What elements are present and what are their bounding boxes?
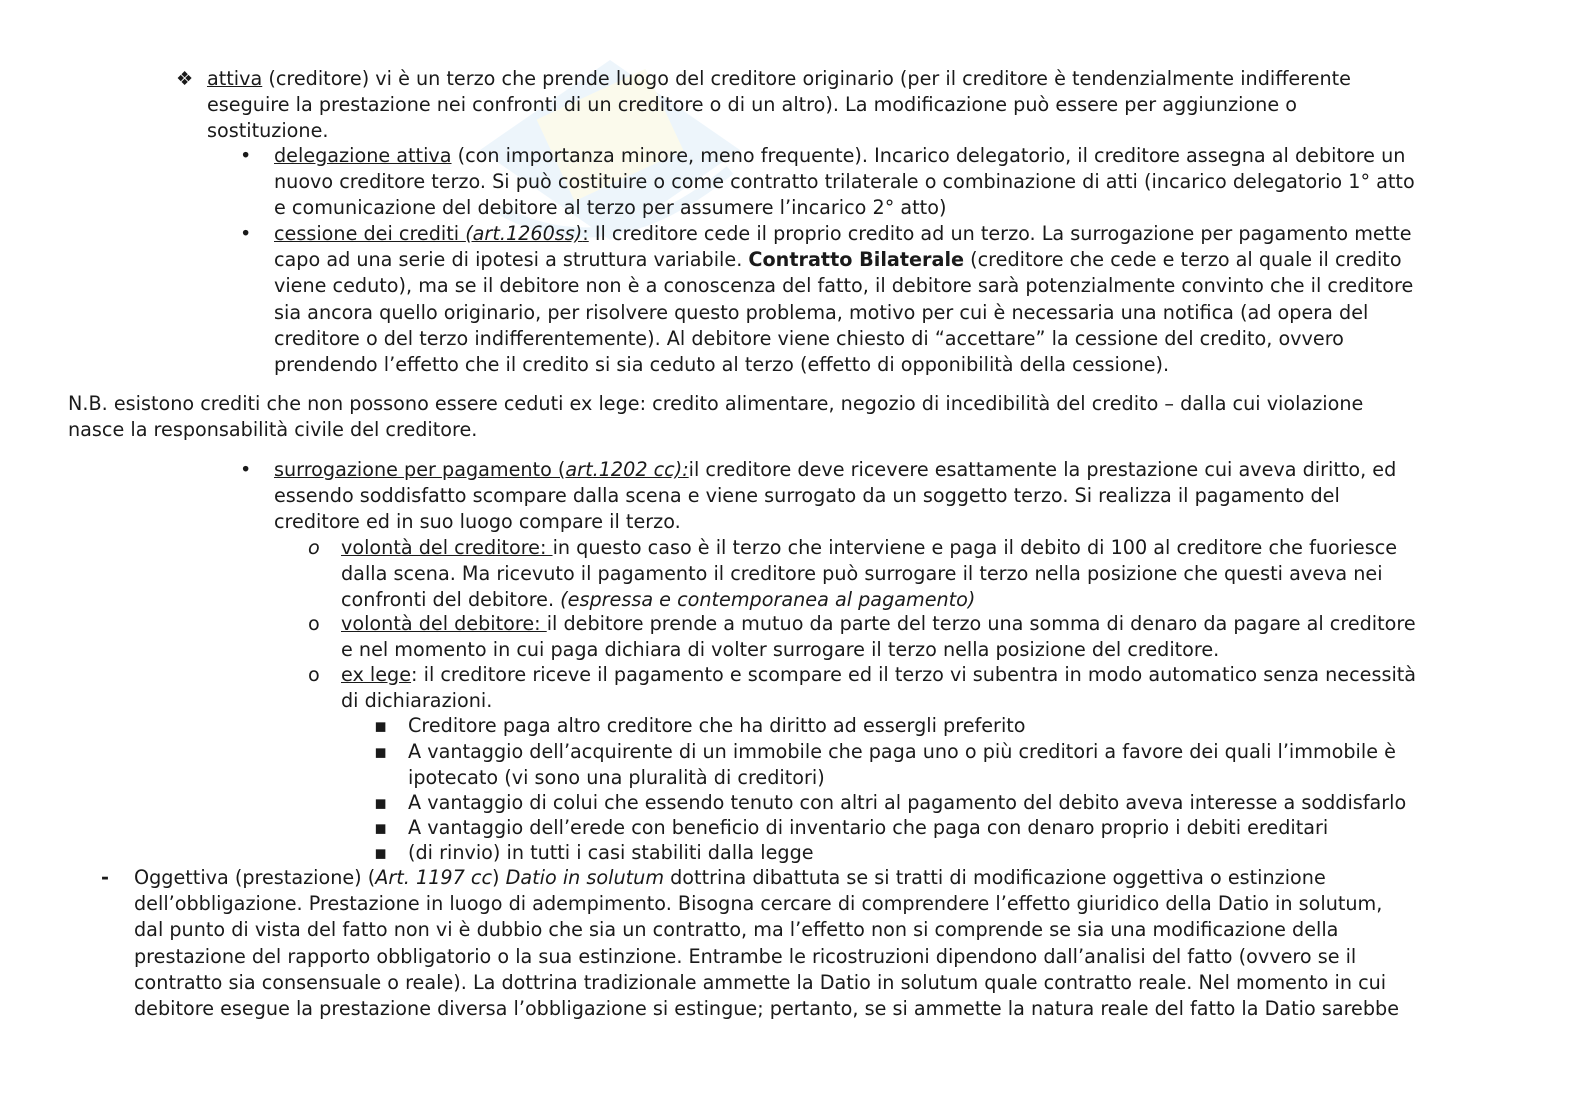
delegazione-paragraph: [274, 143, 1415, 222]
square-bullet-icon: ▪: [374, 841, 388, 864]
square-bullet-icon: ▪: [374, 816, 388, 839]
circle-bullet-icon: o: [308, 663, 320, 686]
ex-lege-case-2: A vantaggio dell’acquirente di un immobile che paga uno o più creditori a favore dei quali l’immobile è ipotecato (vi sono una pluralità di creditori): [408, 740, 1396, 790]
delegazione-line-3: e comunicazione del debitore al terzo per assumere l’incarico 2° atto): [274, 196, 947, 220]
datio-in-solutum: Datio in solutum: [505, 866, 665, 889]
delegazione-line-2: nuovo creditore terzo. Si può costituire o come contratto trilaterale o combinazione di atti (incarico delegatorio 1° atto: [274, 170, 1415, 194]
square-bullet-icon: ▪: [374, 740, 388, 763]
ex-lege-line-2: di dichiarazioni.: [341, 689, 493, 713]
surrogazione-line-1: il creditore deve ricevere esattamente la prestazione cui aveva diritto, ed: [688, 458, 1397, 481]
surrogazione-line-2: essendo soddisfatto scompare dalla scena e viene surrogato da un soggetto terzo. Si realizza il pagamento del: [274, 484, 1340, 508]
attiva-line-1: (creditore) vi è un terzo che prende luogo del creditore originario (per il creditore è tendenzialmente indifferente: [262, 67, 1351, 90]
cessione-title: cessione dei crediti (art.1260ss):: [274, 222, 589, 245]
volonta-creditore-line-2: dalla scena. Ma ricevuto il pagamento il creditore può surrogare il terzo nella posizione che questi aveva nei: [341, 562, 1383, 586]
surrogazione-title: surrogazione per pagamento (art.1202 cc):: [274, 458, 689, 481]
delegazione-line-1: (con importanza minore, meno frequente). Incarico delegatorio, il creditore assegna al debitore un: [451, 144, 1406, 167]
cessione-line-2: capo ad una serie di ipotesi a struttura variabile.: [274, 248, 749, 272]
ex-lege-case-1: Creditore paga altro creditore che ha diritto ad essergli preferito: [408, 714, 1026, 737]
ex-lege-case-3: A vantaggio di colui che essendo tenuto con altri al pagamento del debito aveva interesse a soddisfarlo: [408, 791, 1407, 814]
oggettiva-line-3: dal punto di vista del fatto non vi è dubbio che sia un contratto, ma l’effetto non si comprende se sia una modificazione della: [134, 918, 1339, 942]
volonta-debitore-line-1: il debitore prende a mutuo da parte del terzo una somma di denaro da pagare al creditore: [546, 612, 1416, 635]
ex-lege-case-4: A vantaggio dell’erede con beneficio di inventario che paga con denaro proprio i debiti ereditari: [408, 816, 1329, 839]
surrogazione-line-3: creditore ed in suo luogo compare il terzo.: [274, 510, 681, 534]
volonta-creditore-line-3: confronti del debitore.: [341, 588, 561, 612]
surrogazione-ref: art.1202 cc):: [565, 458, 689, 481]
volonta-creditore-note: (espressa e contemporanea al pagamento): [560, 588, 976, 612]
nb-line-1: N.B. esistono crediti che non possono essere ceduti ex lege: credito alimentare, negozio di incedibilità del credito – dalla cui violazione: [68, 392, 1364, 415]
cessione-line-1: Il creditore cede il proprio credito ad un terzo. La surrogazione per pagamento mette: [588, 222, 1412, 245]
cessione-paragraph: cessione dei crediti (art.1260ss): Il creditore cede il proprio credito ad un terzo. La surrogazione per pagamento mette capo ad una serie di ipotesi a struttura variabile. Contratto Bilaterale (creditore che cede e terzo al quale il credito viene ceduto), ma se il debitore non è a conoscenza del fatto, il debitore sarà potenzialmente convinto che il creditore sia ancora quello originario, per risolvere questo problema, motivo per cui è necessaria una notifica (ad opera del creditore o del terzo indifferentemente). Al debitore viene chiesto di “accettare” la cessione del credito, ovvero prendendo l’effetto che il credito si sia ceduto al terzo (effetto di opponibilità della cessione).: [274, 221, 1413, 378]
oggettiva-title: Oggettiva (prestazione) (: [134, 866, 376, 889]
oggettiva-line-5: contratto sia consensuale o reale). La dottrina tradizionale ammette la Datio in solutum quale contratto reale. Nel momento in cui: [134, 970, 1387, 994]
ex-lege-paragraph: [341, 662, 1416, 714]
volonta-debitore-line-2: e nel momento in cui paga dichiara di volter surrogare il terzo nella posizione del creditore.: [341, 638, 1220, 662]
cessione-line-6: prendendo l’effetto che il credito si sia ceduto al terzo (effetto di opponibilità della cessione).: [274, 353, 1170, 377]
nb-line-2: nasce la responsabilità civile del creditore.: [68, 418, 478, 442]
ex-lege-case-5: (di rinvio) in tutti i casi stabiliti dalla legge: [408, 841, 814, 864]
volonta-creditore-title: volontà del creditore:: [341, 536, 553, 559]
cessione-line-5: creditore o del terzo indifferentemente). Al debitore viene chiesto di “accettare” la cessione del credito, ovvero: [274, 326, 1344, 350]
volonta-creditore-line-1: in questo caso è il terzo che interviene e paga il debito di 100 al creditore che fuoriesce: [552, 536, 1398, 559]
attiva-paragraph: [207, 66, 1351, 145]
dot-bullet-icon: •: [240, 458, 252, 481]
volonta-debitore-title: volontà del debitore:: [341, 612, 547, 635]
square-bullet-icon: ▪: [374, 714, 388, 737]
ex-lege-title: ex lege: [341, 663, 412, 686]
dot-bullet-icon: •: [240, 222, 252, 245]
circle-bullet-icon: o: [308, 536, 320, 559]
ex-lege-line-1: : il creditore riceve il pagamento e scompare ed il terzo vi subentra in modo automatico senza necessità: [411, 663, 1417, 686]
dot-bullet-icon: •: [240, 144, 252, 167]
cessione-line-4: sia ancora quello originario, per risolvere questo problema, motivo per cui è necessaria una notifica (ad opera del: [274, 300, 1369, 324]
oggettiva-line-4: prestazione del rapporto obbligatorio o la sua estinzione. Entrambe le ricostruzioni dipendono dall’analisi del fatto (ovvero se il: [134, 944, 1357, 968]
attiva-line-3: sostituzione.: [207, 119, 329, 143]
oggettiva-line-2: dell’obbligazione. Prestazione in luogo di adempimento. Bisogna cercare di comprendere l’effetto giuridico della Datio in solutum,: [134, 892, 1383, 916]
cessione-ref: (art.1260ss): [465, 222, 583, 245]
oggettiva-paragraph: Oggettiva (prestazione) (Art. 1197 cc) Datio in solutum dottrina dibattuta se si tratti di modificazione oggettiva o estinzione dell’obbligazione. Prestazione in luogo di adempimento. Bisogna cercare di comprendere l’effetto giuridico della Datio in solutum, dal punto di vista del fatto non vi è dubbio che sia un contratto, ma l’effetto non si comprende se sia una modificazione della prestazione del rapporto obbligatorio o la sua estinzione. Entrambe le ricostruzioni dipendono dall’analisi del fatto (ovvero se il contratto sia consensuale o reale). La dottrina tradizionale ammette la Datio in solutum quale contratto reale. Nel momento in cui debitore esegue la prestazione diversa l’obbligazione si estingue; pertanto, se si ammette la natura reale del fatto la Datio sarebbe: [134, 865, 1399, 1022]
delegazione-title: delegazione attiva: [274, 144, 452, 167]
attiva-title: attiva: [207, 67, 263, 90]
surrogazione-paragraph: [274, 457, 1396, 536]
contratto-bilaterale: Contratto Bilaterale: [748, 248, 965, 272]
attiva-line-2: eseguire la prestazione nei confronti di un creditore o di un altro). La modificazione può essere per aggiunzione o: [207, 93, 1297, 117]
diamond-bullet-icon: ❖: [176, 67, 194, 90]
oggettiva-ref: Art. 1197 cc: [375, 866, 493, 889]
volonta-creditore-paragraph: [341, 535, 1397, 614]
oggettiva-line-6: debitore esegue la prestazione diversa l’obbligazione si estingue; pertanto, se si ammette la natura reale del fatto la Datio sarebbe: [134, 997, 1400, 1021]
dash-bullet-icon: -: [101, 866, 109, 889]
square-bullet-icon: ▪: [374, 791, 388, 814]
circle-bullet-icon: o: [308, 612, 320, 635]
cessione-line-3: viene ceduto), ma se il debitore non è a conoscenza del fatto, il debitore sarà potenzialmente convinto che il creditore: [274, 274, 1414, 298]
volonta-debitore-paragraph: [341, 611, 1416, 663]
nb-paragraph: [68, 391, 1363, 443]
